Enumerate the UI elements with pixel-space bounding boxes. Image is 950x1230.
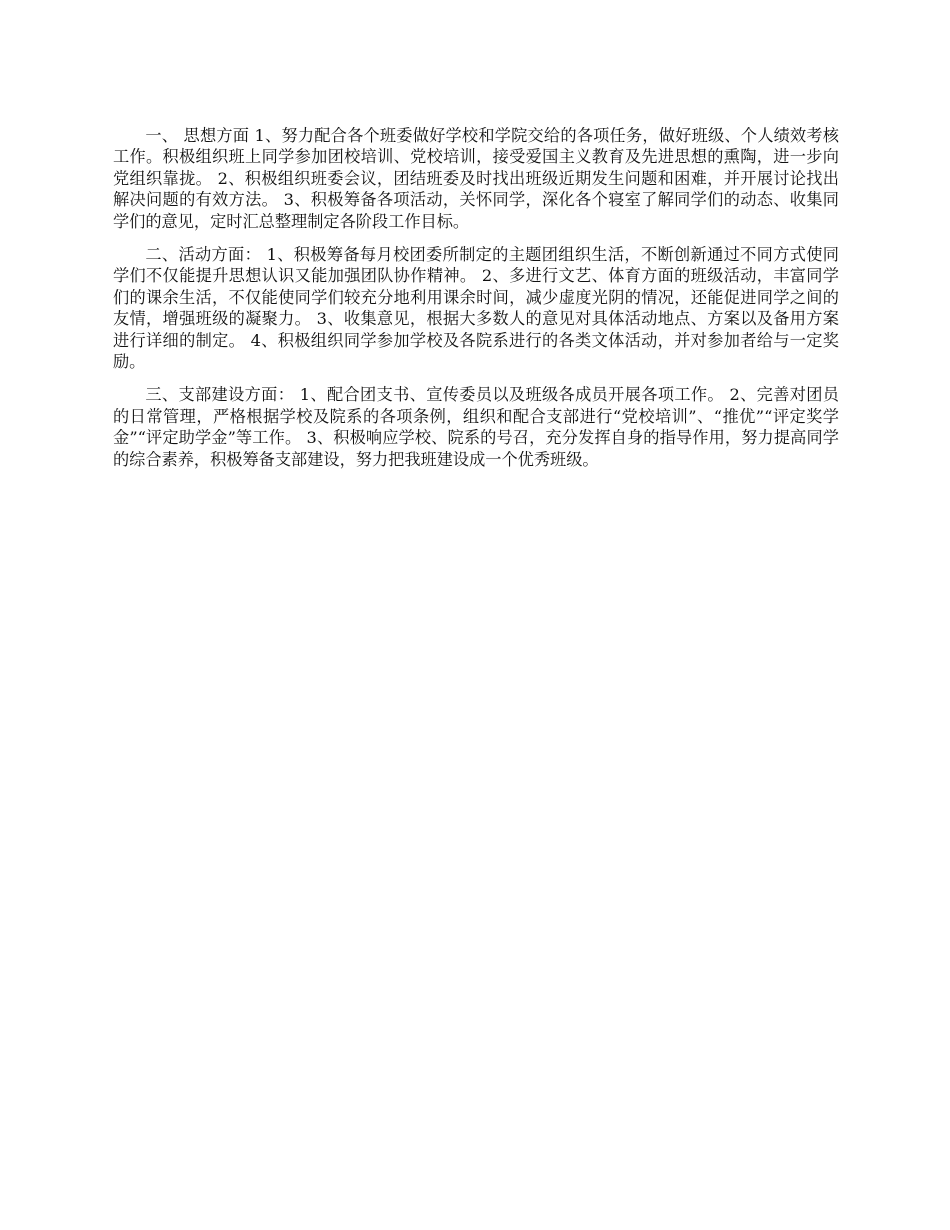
document-body bbox=[113, 125, 839, 482]
paragraph-activities: 二、活动方面： 1、积极筹备每月校团委所制定的主题团组织生活，不断创新通过不同方式使同学们不仅能提升思想认识又能加强团队协作精神。 2、多进行文艺、体育方面的班级活动，丰富同学们的课余生活，不仅能使同学们较充分地利用课余时间，减少虚度光阴的情况，还能促进同学之间的友情，增强班级的凝聚力。 3、收集意见，根据大多数人的意见对具体活动地点、方案以及备用方案进行详细的制定。 4、积极组织同学参加学校及各院系进行的各类文体活动，并对参加者给与一定奖励。 bbox=[113, 245, 839, 372]
paragraph-ideology: 一、 思想方面 1、努力配合各个班委做好学校和学院交给的各项任务，做好班级、个人绩效考核工作。积极组织班上同学参加团校培训、党校培训，接受爱国主义教育及先进思想的熏陶，进一步向党组织靠拢。 2、积极组织班委会议，团结班委及时找出班级近期发生问题和困难，并开展讨论找出解决问题的有效方法。 3、积极筹备各项活动，关怀同学，深化各个寝室了解同学们的动态、收集同学们的意见，定时汇总整理制定各阶段工作目标。 bbox=[113, 126, 839, 231]
paragraph-branch-building: 三、支部建设方面： 1、配合团支书、宣传委员以及班级各成员开展各项工作。 2、完善对团员的日常管理，严格根据学校及院系的各项条例，组织和配合支部进行“党校培训”、“推优”“评定奖学金”“评定助学金”等工作。 3、积极响应学校、院系的号召，充分发挥自身的指导作用，努力提高同学的综合素养，积极筹备支部建设，努力把我班建设成一个优秀班级。 bbox=[113, 385, 839, 469]
